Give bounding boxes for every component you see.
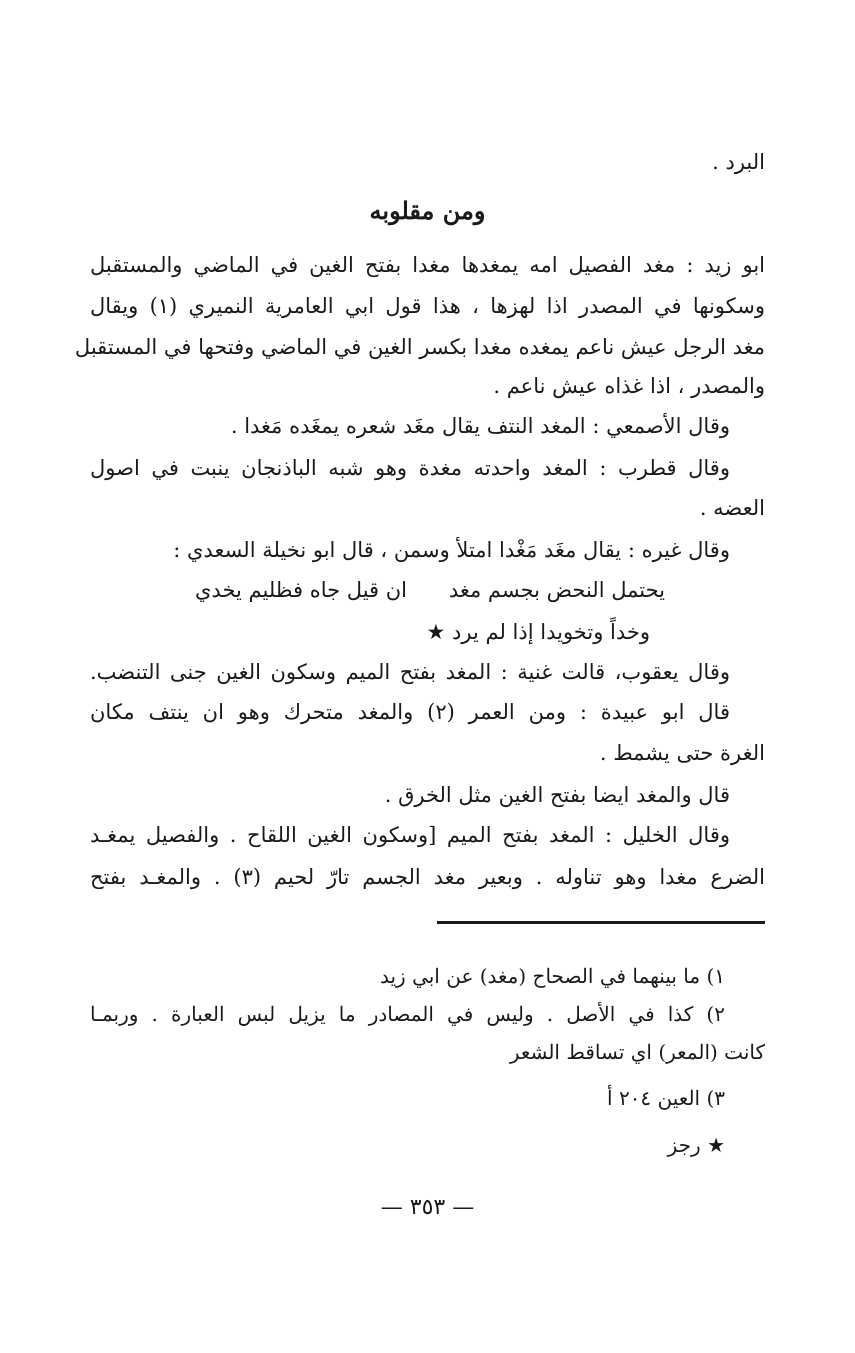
verse-line-2: وخداً وتخويدا إذا لم يرد ★ <box>426 620 650 644</box>
text-line: والمصدر ، اذا غذاه عيش ناعم . <box>493 374 765 398</box>
footnote-1: ١) ما بينهما في الصحاح (مغد) عن ابي زيد <box>379 964 725 988</box>
footnote-divider <box>437 921 765 924</box>
text-line: وقال الخليل : المغد بفتح الميم [وسكون الغين اللقاح . والفصيل يمغـد <box>90 823 730 847</box>
footnote-2: ٢) كذا في الأصل . وليس في المصادر ما يزيل لبس العبارة . وربمـا <box>90 1002 725 1026</box>
text-line: وقال الأصمعي : المغد النتف يقال مغَد شعره يمغَده مَغدا . <box>230 414 730 438</box>
text-line: وسكونها في المصدر اذا لهزها ، هذا قول ابي العامرية النميري (١) ويقال <box>90 294 765 318</box>
text-line: قال والمغد ايضا بفتح الغين مثل الخرق . <box>384 783 730 807</box>
text-line: وقال غيره : يقال مغَد مَغْدا امتلأ وسمن ، قال ابو نخيلة السعدي : <box>173 538 730 562</box>
footnote-2-continued: كانت (المعر) اي تساقط الشعر <box>509 1040 765 1064</box>
top-fragment: البرد . <box>712 150 765 174</box>
text-line: الضرع مغدا وهو تناوله . وبعير مغد الجسم تارّ لحيم (٣) . والمغـد بفتح <box>90 865 765 889</box>
page-number: — ٣٥٣ — <box>380 1195 475 1220</box>
text-line: قال ابو عبيدة : ومن العمر (٢) والمغد متحرك وهو ان ينتف مكان <box>90 700 730 724</box>
text-line: العضه . <box>699 496 765 520</box>
verse-hemistich-left: ان قيل جاه فظليم يخدي <box>195 578 408 602</box>
footnote-star: ★ رجز <box>667 1133 725 1157</box>
section-heading: ومن مقلوبه <box>369 196 486 225</box>
verse-hemistich-right: يحتمل النحض بجسم مغد <box>448 578 665 602</box>
text-line: وقال يعقوب، قالت غنية : المغد بفتح الميم وسكون الغين جنى التنضب. <box>90 660 730 684</box>
text-line: وقال قطرب : المغد واحدته مغدة وهو شبه الباذنجان ينبت في اصول <box>90 456 730 480</box>
text-line: ابو زيد : مغد الفصيل امه يمغدها مغدا بفتح الغين في الماضي والمستقبل <box>90 253 765 277</box>
footnote-3: ٣) العين ٢٠٤ أ <box>607 1086 725 1110</box>
text-line: الغرة حتى يشمط . <box>599 741 765 765</box>
text-line: مغد الرجل عيش ناعم يمغده مغدا بكسر الغين في الماضي وفتحها في المستقبل <box>74 335 765 359</box>
